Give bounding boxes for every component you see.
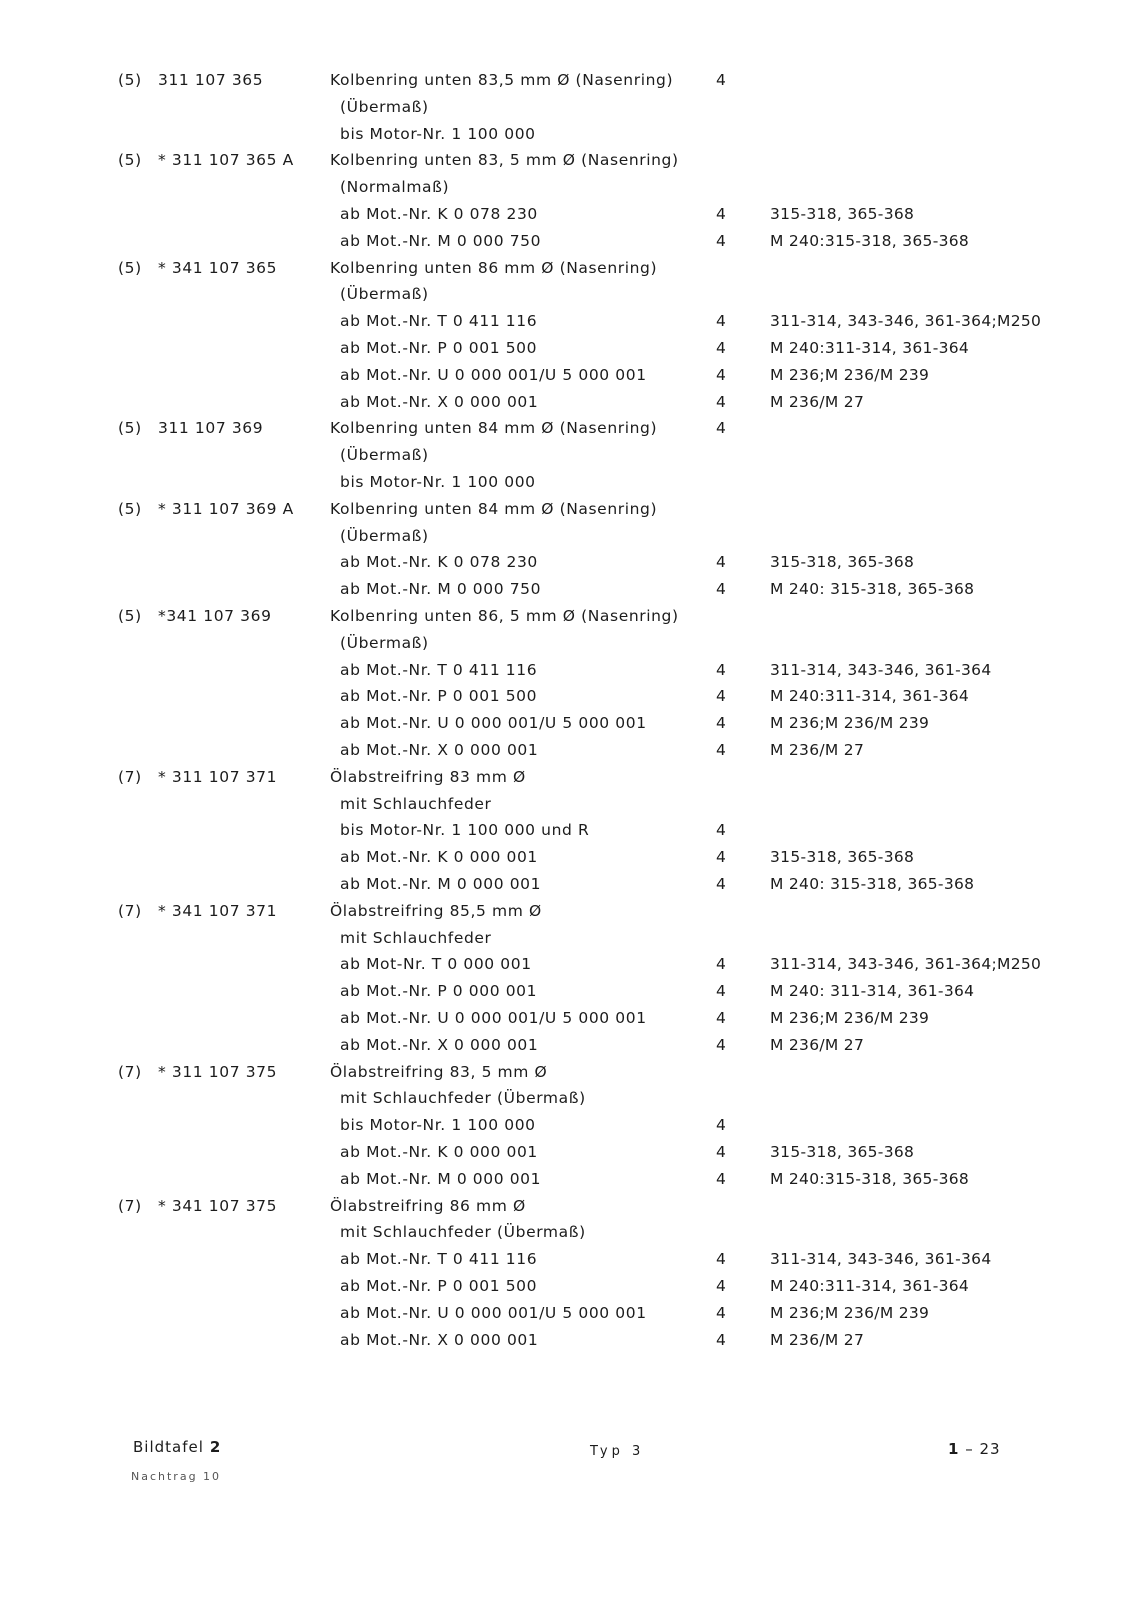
models-cell: M 240:311-314, 361-364	[770, 339, 970, 357]
table-row	[0, 1059, 1144, 1086]
description-cell: bis Motor-Nr. 1 100 000	[340, 473, 536, 491]
quantity-cell: 4	[716, 205, 727, 223]
quantity-cell: 4	[716, 580, 727, 599]
quantity-cell: 4	[716, 1330, 727, 1349]
models-cell: M 236;M 236/M 239	[770, 714, 930, 733]
quantity-cell: 4	[716, 1143, 727, 1161]
table-row	[0, 67, 1144, 94]
description-cell: bis Motor-Nr. 1 100 000	[340, 1116, 536, 1135]
description-cell: ab Mot.-Nr. P 0 001 500	[340, 339, 538, 357]
models-cell: M 236/M 27	[770, 741, 865, 759]
table-row	[0, 1139, 1144, 1166]
description-cell: Kolbenring unten 83, 5 mm Ø (Nasenring)	[330, 151, 679, 170]
description-cell: ab Mot.-Nr. K 0 078 230	[340, 553, 538, 572]
description-cell: (Übermaß)	[340, 526, 429, 545]
description-cell: ab Mot.-Nr. M 0 000 750	[340, 580, 542, 599]
description-cell: ab Mot.-Nr. M 0 000 001	[340, 875, 542, 893]
description-cell: Kolbenring unten 84 mm Ø (Nasenring)	[330, 499, 658, 518]
table-row	[0, 1005, 1144, 1032]
table-row	[0, 1273, 1144, 1300]
table-row	[0, 925, 1144, 952]
table-row	[0, 1085, 1144, 1112]
table-row	[0, 281, 1144, 308]
table-row	[0, 951, 1144, 978]
vehicle-type: Typ 3	[590, 1444, 645, 1459]
models-cell: M 236/M 27	[770, 1330, 865, 1349]
quantity-cell: 4	[716, 714, 727, 733]
description-cell: Kolbenring unten 86, 5 mm Ø (Nasenring)	[330, 607, 679, 625]
description-cell: ab Mot-Nr. T 0 000 001	[340, 955, 532, 974]
part-number-cell: * 341 107 375	[158, 1196, 278, 1215]
table-row	[0, 549, 1144, 576]
quantity-cell: 4	[716, 1116, 727, 1135]
position-cell: (7)	[118, 767, 142, 786]
table-row	[0, 1112, 1144, 1139]
description-cell: ab Mot.-Nr. X 0 000 001	[340, 392, 539, 411]
models-cell: 315-318, 365-368	[770, 848, 915, 867]
quantity-cell: 4	[716, 365, 727, 384]
table-row	[0, 1327, 1144, 1354]
models-cell: 315-318, 365-368	[770, 553, 915, 572]
table-row	[0, 228, 1144, 255]
description-cell: ab Mot.-Nr. T 0 411 116	[340, 312, 538, 331]
models-cell: 311-314, 343-346, 361-364	[770, 1250, 992, 1269]
table-row	[0, 147, 1144, 174]
models-cell: M 236/M 27	[770, 392, 865, 411]
models-cell: M 240:315-318, 365-368	[770, 1169, 970, 1188]
table-row	[0, 791, 1144, 818]
models-cell: M 240: 315-318, 365-368	[770, 580, 975, 599]
quantity-cell: 4	[716, 339, 727, 357]
supplement-note: Nachtrag 10	[131, 1470, 222, 1483]
description-cell: mit Schlauchfeder	[340, 794, 492, 813]
table-row	[0, 1246, 1144, 1273]
models-cell: 315-318, 365-368	[770, 205, 915, 223]
position-cell: (7)	[118, 1196, 142, 1215]
table-row	[0, 201, 1144, 228]
table-row	[0, 1219, 1144, 1246]
description-cell: (Übermaß)	[340, 97, 429, 116]
page-number-suffix: – 23	[965, 1440, 1001, 1458]
table-row	[0, 710, 1144, 737]
description-cell: ab Mot.-Nr. P 0 000 001	[340, 982, 538, 1001]
table-row	[0, 496, 1144, 523]
quantity-cell: 4	[716, 1009, 727, 1027]
plate-reference	[133, 1438, 221, 1456]
plate-number: 2	[209, 1438, 222, 1456]
table-row	[0, 871, 1144, 898]
models-cell: M 240: 311-314, 361-364	[770, 982, 975, 1001]
position-cell: (7)	[118, 1062, 142, 1081]
position-cell: (5)	[118, 258, 142, 277]
table-row	[0, 174, 1144, 201]
description-cell: mit Schlauchfeder (Übermaß)	[340, 1223, 586, 1242]
models-cell: 311-314, 343-346, 361-364;M250	[770, 955, 1042, 974]
quantity-cell: 4	[716, 848, 727, 867]
description-cell: ab Mot.-Nr. K 0 078 230	[340, 205, 538, 223]
position-cell: (5)	[118, 607, 142, 625]
description-cell: Ölabstreifring 83 mm Ø	[330, 767, 526, 786]
table-row	[0, 1166, 1144, 1193]
description-cell: ab Mot.-Nr. P 0 001 500	[340, 687, 538, 706]
position-cell: (7)	[118, 901, 142, 920]
quantity-cell: 4	[716, 1277, 727, 1295]
description-cell: Ölabstreifring 86 mm Ø	[330, 1196, 526, 1215]
models-cell: 315-318, 365-368	[770, 1143, 915, 1161]
part-number-cell: * 341 107 371	[158, 901, 278, 920]
position-cell: (5)	[118, 499, 142, 518]
description-cell: ab Mot.-Nr. U 0 000 001/U 5 000 001	[340, 714, 647, 733]
description-cell: ab Mot.-Nr. X 0 000 001	[340, 1035, 539, 1054]
position-cell: (5)	[118, 71, 142, 89]
quantity-cell: 4	[716, 1035, 727, 1054]
table-row	[0, 121, 1144, 148]
quantity-cell: 4	[716, 660, 727, 679]
position-cell: (5)	[118, 151, 142, 170]
table-row	[0, 1300, 1144, 1327]
part-number-cell: * 311 107 375	[158, 1062, 278, 1081]
models-cell: M 236/M 27	[770, 1035, 865, 1054]
part-number-cell: * 311 107 369 A	[158, 499, 294, 518]
part-number-cell: 311 107 369	[158, 419, 264, 438]
description-cell: mit Schlauchfeder (Übermaß)	[340, 1089, 586, 1108]
part-number-cell: 311 107 365	[158, 71, 264, 89]
models-cell: M 236;M 236/M 239	[770, 1009, 930, 1027]
description-cell: ab Mot.-Nr. X 0 000 001	[340, 741, 539, 759]
description-cell: Ölabstreifring 85,5 mm Ø	[330, 901, 542, 920]
quantity-cell: 4	[716, 231, 727, 250]
part-number-cell: * 311 107 371	[158, 767, 278, 786]
part-number-cell: * 341 107 365	[158, 258, 278, 277]
page-number	[948, 1440, 1001, 1458]
table-row	[0, 442, 1144, 469]
quantity-cell: 4	[716, 71, 727, 89]
table-row	[0, 576, 1144, 603]
quantity-cell: 4	[716, 1303, 727, 1322]
description-cell: ab Mot.-Nr. T 0 411 116	[340, 1250, 538, 1269]
description-cell: bis Motor-Nr. 1 100 000 und R	[340, 821, 590, 840]
table-row	[0, 603, 1144, 630]
quantity-cell: 4	[716, 392, 727, 411]
description-cell: bis Motor-Nr. 1 100 000	[340, 124, 536, 143]
models-cell: M 240: 315-318, 365-368	[770, 875, 975, 893]
table-row	[0, 415, 1144, 442]
table-row	[0, 469, 1144, 496]
table-row	[0, 844, 1144, 871]
description-cell: Kolbenring unten 84 mm Ø (Nasenring)	[330, 419, 658, 438]
description-cell: ab Mot.-Nr. K 0 000 001	[340, 848, 538, 867]
table-row	[0, 308, 1144, 335]
table-row	[0, 94, 1144, 121]
description-cell: ab Mot.-Nr. U 0 000 001/U 5 000 001	[340, 1303, 647, 1322]
quantity-cell: 4	[716, 419, 727, 438]
position-cell: (5)	[118, 419, 142, 438]
description-cell: ab Mot.-Nr. U 0 000 001/U 5 000 001	[340, 365, 647, 384]
table-row	[0, 630, 1144, 657]
table-row	[0, 389, 1144, 416]
table-row	[0, 255, 1144, 282]
description-cell: Kolbenring unten 86 mm Ø (Nasenring)	[330, 258, 658, 277]
quantity-cell: 4	[716, 982, 727, 1001]
description-cell: ab Mot.-Nr. M 0 000 750	[340, 231, 542, 250]
models-cell: 311-314, 343-346, 361-364	[770, 660, 992, 679]
table-row	[0, 523, 1144, 550]
page-number-prefix: 1	[948, 1440, 960, 1458]
table-row	[0, 898, 1144, 925]
models-cell: M 236;M 236/M 239	[770, 1303, 930, 1322]
description-cell: ab Mot.-Nr. T 0 411 116	[340, 660, 538, 679]
part-number-cell: *341 107 369	[158, 607, 272, 625]
quantity-cell: 4	[716, 1169, 727, 1188]
quantity-cell: 4	[716, 741, 727, 759]
table-row	[0, 817, 1144, 844]
models-cell: M 236;M 236/M 239	[770, 365, 930, 384]
plate-label: Bildtafel	[133, 1438, 204, 1456]
table-row	[0, 683, 1144, 710]
models-cell: 311-314, 343-346, 361-364;M250	[770, 312, 1042, 331]
table-row	[0, 764, 1144, 791]
description-cell: ab Mot.-Nr. P 0 001 500	[340, 1277, 538, 1295]
description-cell: (Übermaß)	[340, 446, 429, 465]
description-cell: ab Mot.-Nr. M 0 000 001	[340, 1169, 542, 1188]
quantity-cell: 4	[716, 553, 727, 572]
page-footer	[0, 1430, 1144, 1510]
models-cell: M 240:311-314, 361-364	[770, 687, 970, 706]
models-cell: M 240:311-314, 361-364	[770, 1277, 970, 1295]
table-row	[0, 362, 1144, 389]
models-cell: M 240:315-318, 365-368	[770, 231, 970, 250]
table-row	[0, 978, 1144, 1005]
quantity-cell: 4	[716, 312, 727, 331]
table-row	[0, 657, 1144, 684]
table-row	[0, 737, 1144, 764]
description-cell: ab Mot.-Nr. X 0 000 001	[340, 1330, 539, 1349]
quantity-cell: 4	[716, 1250, 727, 1269]
description-cell: (Übermaß)	[340, 633, 429, 652]
description-cell: ab Mot.-Nr. U 0 000 001/U 5 000 001	[340, 1009, 647, 1027]
quantity-cell: 4	[716, 821, 727, 840]
quantity-cell: 4	[716, 875, 727, 893]
quantity-cell: 4	[716, 955, 727, 974]
description-cell: Kolbenring unten 83,5 mm Ø (Nasenring)	[330, 71, 674, 89]
description-cell: (Übermaß)	[340, 285, 429, 304]
table-row	[0, 335, 1144, 362]
part-number-cell: * 311 107 365 A	[158, 151, 294, 170]
description-cell: mit Schlauchfeder	[340, 928, 492, 947]
description-cell: ab Mot.-Nr. K 0 000 001	[340, 1143, 538, 1161]
quantity-cell: 4	[716, 687, 727, 706]
table-row	[0, 1032, 1144, 1059]
description-cell: Ölabstreifring 83, 5 mm Ø	[330, 1062, 548, 1081]
table-row	[0, 1193, 1144, 1220]
description-cell: (Normalmaß)	[340, 178, 450, 197]
